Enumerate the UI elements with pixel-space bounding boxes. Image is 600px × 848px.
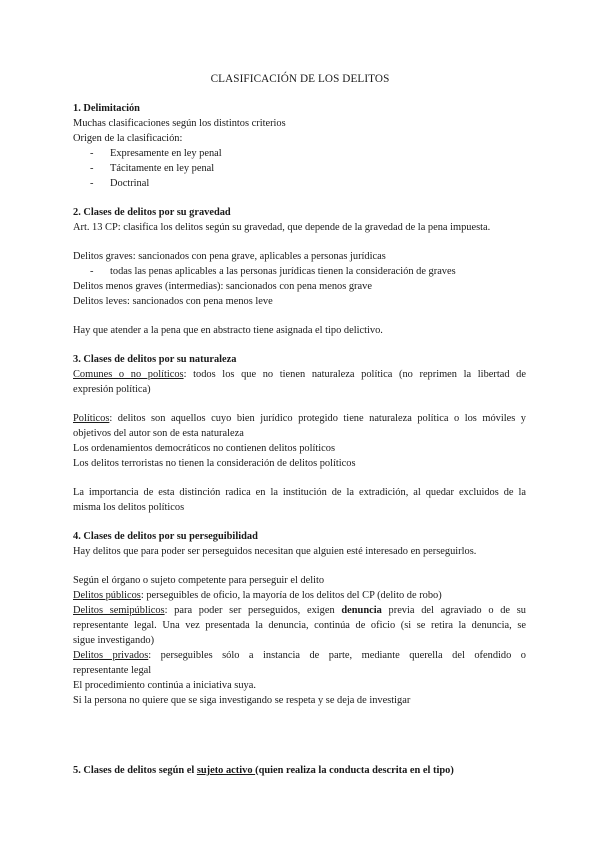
s3-line-3: Los ordenamientos democráticos no contienen delitos políticos bbox=[73, 443, 336, 454]
section-3-heading: 3. Clases de delitos por su naturaleza bbox=[73, 354, 237, 365]
s3-comunes-line bbox=[73, 368, 526, 382]
politicos-text: : delitos son aquellos cuyo bien jurídico protegido tiene naturaleza política o los móviles y bbox=[109, 413, 526, 424]
s2-line-3: Delitos menos graves (intermedias): sancionados con pena menos grave bbox=[73, 281, 372, 292]
s2-line-1: Art. 13 CP: clasifica los delitos según su gravedad, que depende de la gravedad de la pena impuesta. bbox=[73, 222, 491, 233]
bullet-dash: - bbox=[90, 148, 94, 159]
s4-line-1: Hay delitos que para poder ser perseguidos necesitan que alguien esté interesado en perseguirlos. bbox=[73, 546, 477, 557]
s1-line-2: Origen de la clasificación: bbox=[73, 133, 183, 144]
comunes-text: : todos los que no tienen naturaleza política (no reprimen la libertad de bbox=[183, 369, 526, 380]
s4-line-2: Según el órgano o sujeto competente para perseguir el delito bbox=[73, 575, 325, 586]
section-2-heading: 2. Clases de delitos por su gravedad bbox=[73, 207, 231, 218]
denuncia-term: denuncia bbox=[341, 605, 382, 616]
s4-semipublicos-line-2: representante legal. Una vez presentada la denuncia, continúa de oficio (si se retira la denuncia, se bbox=[73, 620, 526, 631]
s2-line-4: Delitos leves: sancionados con pena menos leve bbox=[73, 296, 273, 307]
semipublicos-text-end: previa del agraviado o de su bbox=[381, 605, 527, 616]
s1-list-item-3: Doctrinal bbox=[110, 178, 150, 189]
s3-politicos-line-2: objetivos del autor son de esta naturaleza bbox=[73, 428, 244, 439]
publicos-term: Delitos públicos bbox=[73, 590, 141, 601]
s2-line-5: Hay que atender a la pena que en abstracto tiene asignada el tipo delictivo. bbox=[73, 325, 383, 336]
politicos-term: Políticos bbox=[73, 413, 110, 424]
s1-list-item-2: Tácitamente en ley penal bbox=[110, 163, 215, 174]
section-1-heading: 1. Delimitación bbox=[73, 103, 140, 114]
bullet-dash: - bbox=[90, 178, 94, 189]
privados-term: Delitos privados bbox=[73, 650, 149, 661]
s4-privados-line-2: representante legal bbox=[73, 665, 152, 676]
s4-privados-line bbox=[73, 649, 526, 663]
s4-publicos-line bbox=[73, 589, 442, 603]
s5-heading-pre: 5. Clases de delitos según el bbox=[73, 765, 197, 776]
s1-line-1: Muchas clasificaciones según los distintos criterios bbox=[73, 118, 286, 129]
s1-list-item-1: Expresamente en ley penal bbox=[110, 148, 222, 159]
s3-line-6: misma los delitos políticos bbox=[73, 502, 185, 513]
s2-line-2: Delitos graves: sancionados con pena grave, aplicables a personas jurídicas bbox=[73, 251, 386, 262]
s4-line-4: Si la persona no quiere que se siga investigando se respeta y se deja de investigar bbox=[73, 695, 411, 706]
bullet-dash: - bbox=[90, 163, 94, 174]
bullet-dash: - bbox=[90, 266, 94, 277]
s3-line-5: La importancia de esta distinción radica en la institución de la extradición, al quedar excluidos de la bbox=[73, 487, 526, 498]
semipublicos-text: : para poder ser perseguidos, exigen bbox=[164, 605, 342, 616]
s5-heading-underlined: sujeto activo bbox=[196, 765, 256, 776]
comunes-term: Comunes o no políticos bbox=[73, 369, 184, 380]
s5-heading-post: (quien realiza la conducta descrita en el tipo) bbox=[255, 765, 454, 776]
s3-politicos-line bbox=[73, 412, 526, 426]
s4-semipublicos-line bbox=[73, 604, 526, 618]
s3-comunes-line-2: expresión política) bbox=[73, 384, 151, 395]
publicos-text: : perseguibles de oficio, la mayoría de los delitos del CP (delito de robo) bbox=[140, 590, 442, 601]
document-title: CLASIFICACIÓN DE LOS DELITOS bbox=[210, 73, 390, 85]
s2-list-item: todas las penas aplicables a las personas jurídicas tienen la consideración de graves bbox=[110, 266, 456, 277]
privados-text: : perseguibles sólo a instancia de parte, mediante querella del ofendido o bbox=[148, 650, 526, 661]
s4-semipublicos-line-3: sigue investigando) bbox=[73, 635, 155, 646]
s4-line-3: El procedimiento continúa a iniciativa suya. bbox=[73, 680, 256, 691]
section-4-heading: 4. Clases de delitos por su perseguibilidad bbox=[73, 531, 258, 542]
section-5-heading bbox=[73, 764, 454, 778]
s3-line-4: Los delitos terroristas no tienen la consideración de delitos políticos bbox=[73, 458, 356, 469]
semipublicos-term: Delitos semipúblicos bbox=[73, 605, 165, 616]
